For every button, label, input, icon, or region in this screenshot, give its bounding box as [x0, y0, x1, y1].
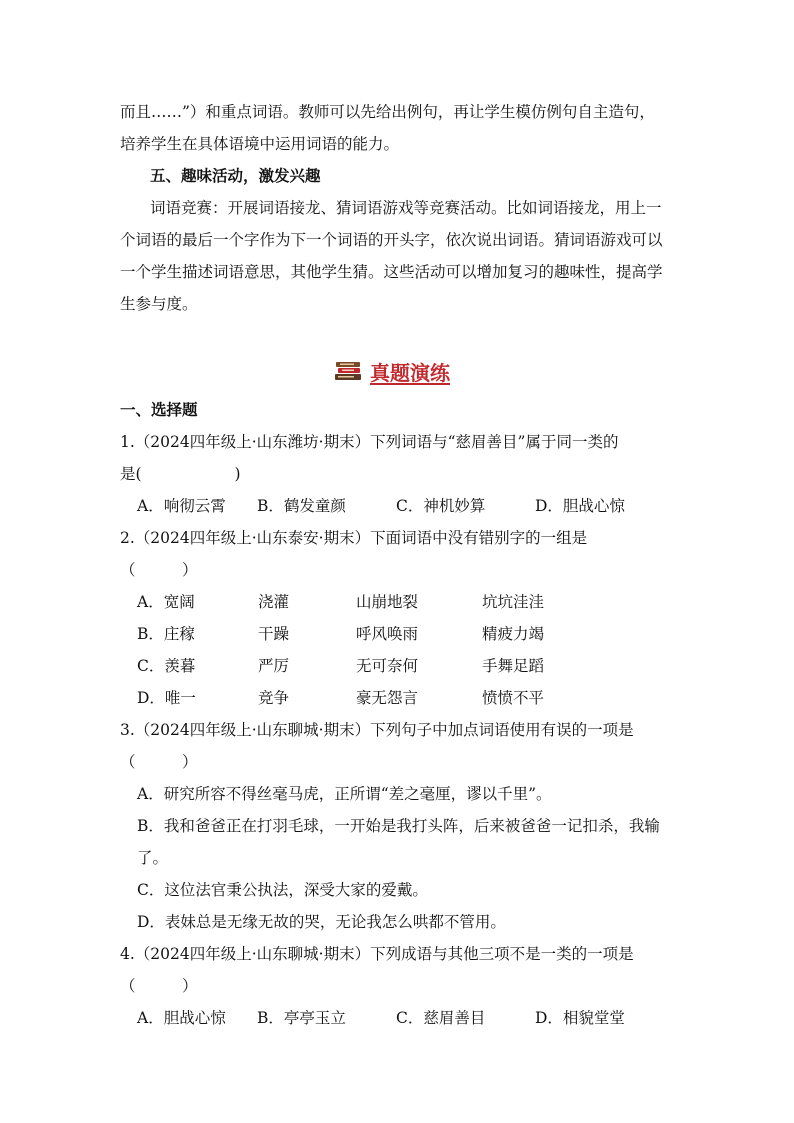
q3-option-a: A．研究所容不得丝毫马虎，正所谓“差之毫厘，谬以千里”。 [137, 785, 552, 803]
q2-option-b-word-1: B．庄稼 [137, 625, 195, 643]
intro-line-1: 而且……”）和重点词语。教师可以先给出例句，再让学生模仿例句自主造句， [120, 103, 655, 121]
section-5-para-line-3: 一个学生描述词语意思，其他学生猜。这些活动可以增加复习的趣味性，提高学 [120, 263, 663, 281]
q2-option-d-word-2: 竞争 [258, 689, 290, 707]
q2-option-c-word-1: C．羡暮 [137, 657, 196, 675]
q2-option-c-word-3: 无可奈何 [356, 657, 419, 675]
q2-option-b-word-3: 呼风唤雨 [356, 625, 419, 643]
q2-option-d-word-3: 豪无怨言 [356, 689, 419, 707]
q3-option-c: C．这位法官秉公执法，深受大家的爱戴。 [137, 881, 428, 899]
question-1-stem-cont: 是( ) [120, 465, 241, 483]
q2-option-a-word-1: A．宽阔 [137, 593, 195, 611]
q2-option-d-word-1: D．唯一 [137, 689, 196, 707]
q4-option-b: B．亭亭玉立 [257, 1009, 346, 1027]
section-5-para-line-1: 词语竞赛：开展词语接龙、猜词语游戏等竞赛活动。比如词语接龙，用上一 [150, 199, 662, 217]
question-4-stem-cont: （ ） [120, 977, 198, 995]
question-3-stem-cont: （ ） [120, 753, 198, 771]
q2-option-c-word-4: 手舞足蹈 [482, 657, 545, 675]
question-1-stem: 1.（2024四年级上·山东潍坊·期末）下列词语与“慈眉善目”属于同一类的 [120, 433, 619, 451]
question-2-stem-cont: （ ） [120, 561, 198, 579]
q2-option-a-word-2: 浇灌 [258, 593, 290, 611]
q4-option-a: A．胆战心惊 [137, 1009, 226, 1027]
q1-option-b: B．鹤发童颜 [257, 497, 346, 515]
intro-line-2: 培养学生在具体语境中运用词语的能力。 [120, 135, 400, 153]
q2-option-b-word-2: 干躁 [258, 625, 290, 643]
q2-option-b-word-4: 精疲力竭 [482, 625, 545, 643]
section-heading-multiple-choice: 一、选择题 [120, 400, 198, 419]
q2-option-a-word-4: 坑坑洼洼 [482, 593, 545, 611]
books-icon [334, 359, 364, 383]
q1-option-a: A．响彻云霄 [137, 497, 226, 515]
section-5-heading: 五、趣味活动，激发兴趣 [150, 166, 321, 185]
q4-option-d: D．相貌堂堂 [535, 1009, 625, 1027]
q3-option-d: D．表妹总是无缘无故的哭，无论我怎么哄都不管用。 [137, 913, 506, 931]
q2-option-d-word-4: 愤愤不平 [482, 689, 545, 707]
q3-option-b: B．我和爸爸正在打羽毛球，一开始是我打头阵，后来被爸爸一记扣杀，我输 [137, 817, 660, 835]
q3-option-b-cont: 了。 [137, 849, 169, 867]
question-2-stem: 2.（2024四年级上·山东泰安·期末）下面词语中没有错别字的一组是 [120, 529, 588, 547]
q4-option-c: C．慈眉善目 [396, 1009, 486, 1027]
question-4-stem: 4.（2024四年级上·山东聊城·期末）下列成语与其他三项不是一类的一项是 [120, 945, 634, 963]
practice-title [334, 358, 450, 384]
section-5-para-line-4: 生参与度。 [120, 295, 198, 313]
q1-option-d: D．胆战心惊 [535, 497, 625, 515]
q2-option-a-word-3: 山崩地裂 [356, 593, 419, 611]
q2-option-c-word-2: 严厉 [258, 657, 290, 675]
q1-option-c: C．神机妙算 [396, 497, 486, 515]
section-5-para-line-2: 个词语的最后一个字作为下一个词语的开头字，依次说出词语。猜词语游戏可以 [120, 231, 663, 249]
question-3-stem: 3.（2024四年级上·山东聊城·期末）下列句子中加点词语使用有误的一项是 [120, 721, 634, 739]
practice-title-text: 真题演练 [370, 360, 450, 385]
